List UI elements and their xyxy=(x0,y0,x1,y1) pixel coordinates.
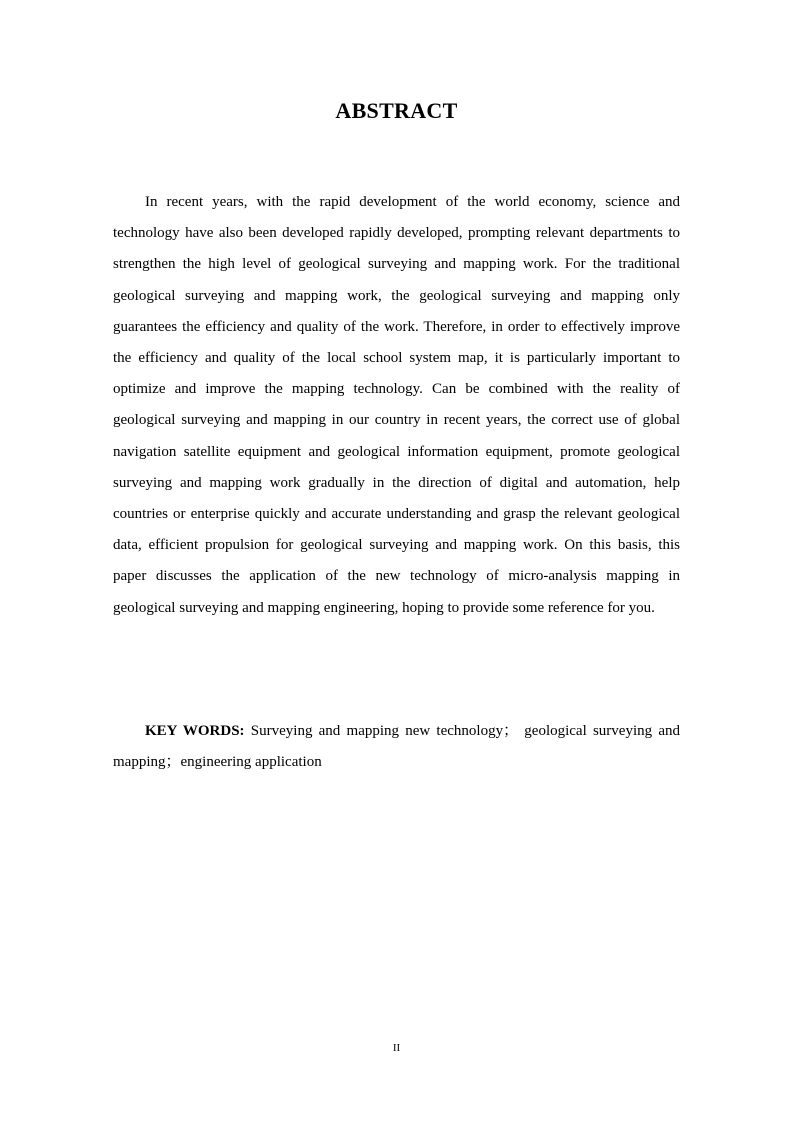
keywords-paragraph xyxy=(113,716,680,778)
abstract-paragraph: In recent years, with the rapid development of the world economy, science and technology have also been developed rapidly developed, prompting relevant departments to strengthen the high level of geological surveying and mapping work. For the traditional geological surveying and mapping work, the geological surveying and mapping only guarantees the efficiency and quality of the work. Therefore, in order to effectively improve the efficiency and quality of the local school system map, it is particularly important to optimize and improve the mapping technology. Can be combined with the reality of geological surveying and mapping in our country in recent years, the correct use of global navigation satellite equipment and geological information equipment, promote geological surveying and mapping work gradually in the direction of digital and automation, help countries or enterprise quickly and accurate understanding and grasp the relevant geological data, efficient propulsion for geological surveying and mapping work. On this basis, this paper discusses the application of the new technology of micro-analysis mapping in geological surveying and mapping engineering, hoping to provide some reference for you. xyxy=(113,194,680,616)
abstract-title: ABSTRACT xyxy=(335,98,458,123)
keywords-text: Surveying and mapping new technology； geological surveying and mapping；engineering application xyxy=(113,723,680,771)
page-number: II xyxy=(392,1042,401,1054)
keywords-label: KEY WORDS: xyxy=(145,723,245,739)
